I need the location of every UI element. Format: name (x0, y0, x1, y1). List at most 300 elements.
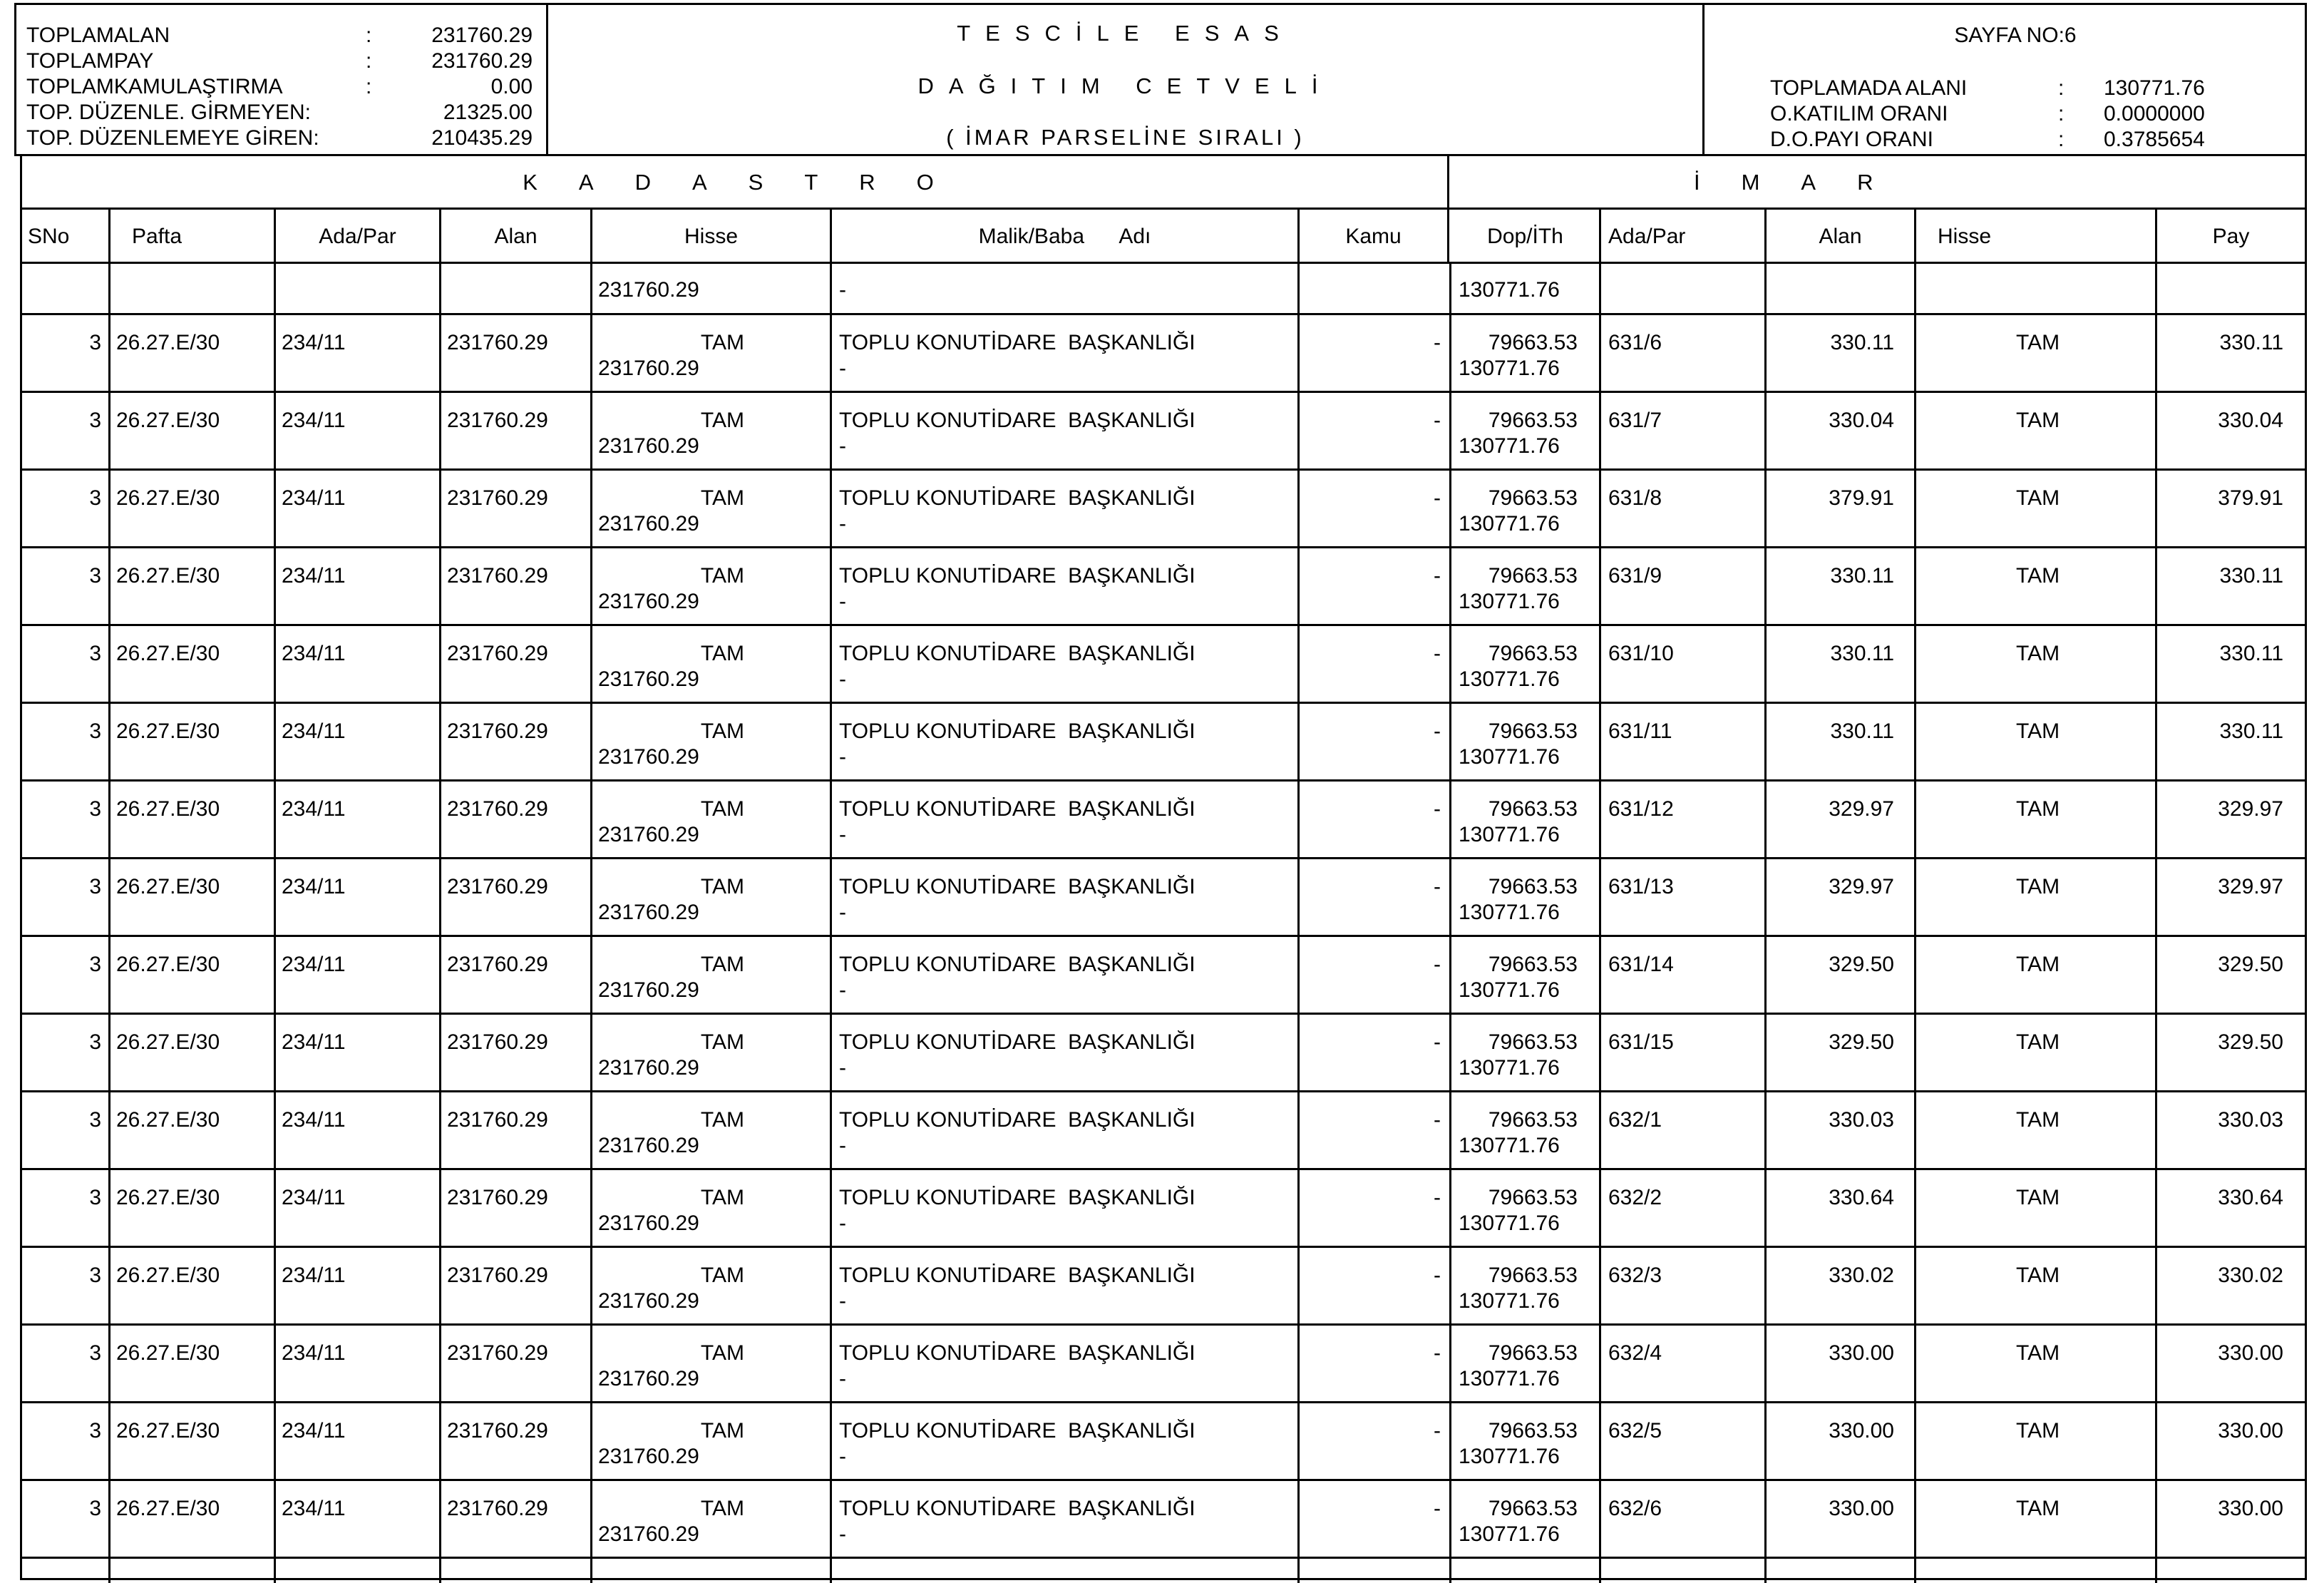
row-ith: 130771.76 (1459, 1134, 1560, 1157)
ratio-colon: : (2058, 76, 2065, 100)
table-cell (22, 548, 110, 624)
row-alan: 231760.29 (447, 1186, 548, 1209)
table-cell (110, 471, 276, 546)
table-cell (22, 1092, 110, 1168)
table-cell (592, 859, 832, 935)
row-ada-par: 234/11 (282, 564, 346, 588)
table-cell (110, 704, 276, 779)
row-ith: 130771.76 (1459, 1522, 1560, 1546)
table-cell (1300, 782, 1451, 857)
table-cell (1916, 1015, 2157, 1090)
row-pafta: 26.27.E/30 (116, 331, 220, 354)
row-dop: 79663.53 (1488, 564, 1578, 588)
row-imar-ada-par: 631/13 (1608, 875, 1674, 898)
table-cell (1916, 548, 2157, 624)
table-cell (2157, 1326, 2305, 1401)
table-cell (1916, 1403, 2157, 1479)
table-cell (1300, 264, 1451, 313)
table-cell (592, 937, 832, 1013)
row-baba: - (839, 1289, 846, 1313)
table-cell (276, 1092, 441, 1168)
row-pay: 330.11 (2219, 719, 2283, 743)
row-hisse-total: 231760.29 (598, 978, 699, 1002)
row-hisse-total: 231760.29 (598, 745, 699, 769)
row-imar-hisse: TAM (2016, 797, 2060, 821)
table-cell (1451, 626, 1601, 702)
table-cell (110, 393, 276, 468)
row-ith: 130771.76 (1459, 1289, 1560, 1313)
table-row (22, 1403, 2305, 1481)
row-ith: 130771.76 (1459, 512, 1560, 536)
table-cell (1601, 1403, 1767, 1479)
row-alan: 231760.29 (447, 1419, 548, 1443)
row-imar-alan: 330.11 (1830, 719, 1894, 743)
table-cell (276, 471, 441, 546)
row-dop: 79663.53 (1488, 797, 1578, 821)
row-alan: 231760.29 (447, 486, 548, 510)
table-cell (110, 1248, 276, 1323)
row-imar-hisse: TAM (2016, 1341, 2060, 1365)
summary-value: 21325.00 (443, 101, 533, 124)
table-cell (1916, 704, 2157, 779)
row-hisse: TAM (700, 1108, 744, 1132)
table-cell (592, 1326, 832, 1401)
table-cell (832, 264, 1300, 313)
row-imar-hisse: TAM (2016, 1108, 2060, 1132)
table-cell (2157, 1248, 2305, 1323)
row-imar-ada-par: 631/7 (1608, 409, 1662, 432)
table-cell (441, 1170, 592, 1246)
table-cell (832, 704, 1300, 779)
table-cell (22, 264, 110, 313)
totals-panel (16, 5, 548, 154)
row-kamu: - (1434, 875, 1441, 898)
row-dop: 79663.53 (1488, 953, 1578, 976)
row-sno: 3 (89, 331, 101, 354)
pooling-area-row (1770, 76, 2269, 101)
row-pafta: 26.27.E/30 (116, 409, 220, 432)
row-imar-ada-par: 631/15 (1608, 1030, 1674, 1054)
table-cell (1300, 548, 1451, 624)
row-ada-par: 234/11 (282, 797, 346, 821)
row-sno: 3 (89, 564, 101, 588)
table-cell (2157, 315, 2305, 391)
table-cell (1916, 264, 2157, 313)
table-cell (1916, 1248, 2157, 1323)
ratio-colon: : (2058, 102, 2065, 125)
ratios-panel (1702, 5, 2305, 154)
table-cell (22, 1248, 110, 1323)
table-cell (441, 1403, 592, 1479)
row-sno: 3 (89, 409, 101, 432)
row-ith: 130771.76 (1459, 1367, 1560, 1390)
row-ith: 130771.76 (1459, 434, 1560, 458)
table-row (22, 393, 2305, 471)
table-cell (276, 1403, 441, 1479)
row-imar-alan: 330.04 (1829, 409, 1894, 432)
row-malik: TOPLU KONUTİDARE BAŞKANLIĞI (839, 642, 1196, 665)
row-pafta: 26.27.E/30 (116, 486, 220, 510)
row-dop: 79663.53 (1488, 486, 1578, 510)
table-cell (441, 1092, 592, 1168)
row-hisse-total: 231760.29 (598, 667, 699, 691)
table-cell (22, 393, 110, 468)
ratio-value: 0.3785654 (2104, 128, 2205, 151)
row-kamu: - (1434, 797, 1441, 821)
row-hisse-total: 231760.29 (598, 1056, 699, 1080)
table-cell (441, 1481, 592, 1557)
header-alan: Alan (441, 210, 592, 262)
row-hisse: TAM (700, 1497, 744, 1520)
row-pafta: 26.27.E/30 (116, 719, 220, 743)
table-cell (1300, 704, 1451, 779)
document-title-line1: TESCİLE ESAS (957, 21, 1294, 46)
table-cell (441, 937, 592, 1013)
table-cell (1601, 782, 1767, 857)
row-imar-alan: 379.91 (1829, 486, 1894, 510)
column-header-row (22, 210, 2305, 264)
row-ith: 130771.76 (1459, 357, 1560, 380)
table-cell (1601, 704, 1767, 779)
row-hisse: TAM (700, 1341, 744, 1365)
row-alan: 231760.29 (447, 953, 548, 976)
table-cell (276, 315, 441, 391)
summary-value: 231760.29 (431, 49, 533, 73)
table-row (22, 859, 2305, 937)
table-cell (276, 1015, 441, 1090)
table-cell (1451, 1559, 1601, 1583)
table-row (22, 626, 2305, 704)
table-cell (2157, 1092, 2305, 1168)
row-baba: - (839, 512, 846, 536)
row-dop: 79663.53 (1488, 1264, 1578, 1287)
table-cell (1601, 1559, 1767, 1583)
table-cell (832, 937, 1300, 1013)
title-panel (550, 5, 1700, 154)
row-malik: TOPLU KONUTİDARE BAŞKANLIĞI (839, 486, 1196, 510)
row-dop: 79663.53 (1488, 1419, 1578, 1443)
summary-colon: : (366, 24, 372, 47)
table-cell (1916, 315, 2157, 391)
table-cell (1767, 393, 1916, 468)
row-hisse: TAM (700, 331, 744, 354)
table-cell (110, 1015, 276, 1090)
dop-total-value: 130771.76 (1459, 278, 1560, 302)
row-kamu: - (1434, 1186, 1441, 1209)
table-cell (832, 1248, 1300, 1323)
table-cell (1451, 264, 1601, 313)
header-sno: SNo (22, 210, 110, 262)
table-cell (110, 937, 276, 1013)
table-cell (1767, 1015, 1916, 1090)
table-cell (22, 937, 110, 1013)
table-cell (592, 1559, 832, 1583)
table-cell (1451, 393, 1601, 468)
table-cell (441, 1559, 592, 1583)
table-cell (22, 1170, 110, 1246)
row-malik: TOPLU KONUTİDARE BAŞKANLIĞI (839, 719, 1196, 743)
table-cell (441, 1015, 592, 1090)
row-hisse: TAM (700, 1030, 744, 1054)
row-pafta: 26.27.E/30 (116, 875, 220, 898)
table-cell (1300, 1481, 1451, 1557)
table-row (22, 704, 2305, 782)
row-hisse: TAM (700, 875, 744, 898)
table-cell (276, 626, 441, 702)
row-kamu: - (1434, 1419, 1441, 1443)
row-hisse-total: 231760.29 (598, 823, 699, 846)
table-cell (1767, 1170, 1916, 1246)
row-imar-hisse: TAM (2016, 1419, 2060, 1443)
table-cell (1767, 264, 1916, 313)
table-cell (276, 1170, 441, 1246)
table-cell (441, 626, 592, 702)
hisse-total-value: 231760.29 (598, 278, 699, 302)
group-kadastro: KADASTRO (22, 155, 1449, 208)
table-cell (441, 315, 592, 391)
table-row (22, 1326, 2305, 1403)
row-dop: 79663.53 (1488, 719, 1578, 743)
row-imar-hisse: TAM (2016, 953, 2060, 976)
table-cell (22, 1403, 110, 1479)
document-title-line2: DAĞITIM CETVELİ (917, 73, 1333, 98)
table-cell (2157, 1015, 2305, 1090)
row-kamu: - (1434, 486, 1441, 510)
table-cell (1767, 704, 1916, 779)
table-cell (1601, 1170, 1767, 1246)
table-cell (2157, 471, 2305, 546)
table-cell (592, 315, 832, 391)
table-cell (832, 1559, 1300, 1583)
row-hisse: TAM (700, 953, 744, 976)
row-malik: TOPLU KONUTİDARE BAŞKANLIĞI (839, 875, 1196, 898)
summary-value: 0.00 (490, 75, 533, 98)
table-cell (22, 859, 110, 935)
table-cell (1767, 1248, 1916, 1323)
summary-label: TOPLAMALAN (26, 24, 170, 47)
table-cell (1916, 1170, 2157, 1246)
summary-value: 210435.29 (431, 126, 533, 150)
table-row (22, 782, 2305, 859)
row-hisse: TAM (700, 719, 744, 743)
row-imar-alan: 330.03 (1829, 1108, 1894, 1132)
table-cell (592, 1092, 832, 1168)
row-sno: 3 (89, 797, 101, 821)
row-baba: - (839, 357, 846, 380)
row-pafta: 26.27.E/30 (116, 564, 220, 588)
row-ith: 130771.76 (1459, 590, 1560, 613)
table-cell (2157, 626, 2305, 702)
row-imar-alan: 329.50 (1829, 953, 1894, 976)
row-imar-alan: 330.11 (1830, 642, 1894, 665)
table-cell (1451, 704, 1601, 779)
table-cell (110, 315, 276, 391)
table-cell (1451, 548, 1601, 624)
row-pay: 329.97 (2218, 797, 2283, 821)
table-cell (832, 626, 1300, 702)
table-cell (2157, 1403, 2305, 1479)
table-cell (592, 626, 832, 702)
row-imar-hisse: TAM (2016, 719, 2060, 743)
row-hisse-total: 231760.29 (598, 1445, 699, 1468)
row-imar-ada-par: 631/12 (1608, 797, 1674, 821)
table-cell (2157, 859, 2305, 935)
row-imar-alan: 330.02 (1829, 1264, 1894, 1287)
total-expropriation-row (26, 75, 540, 99)
table-cell (1601, 393, 1767, 468)
row-sno: 3 (89, 486, 101, 510)
row-sno: 3 (89, 1108, 101, 1132)
table-row-empty (22, 1559, 2305, 1583)
row-baba: - (839, 823, 846, 846)
row-ith: 130771.76 (1459, 1056, 1560, 1080)
row-imar-ada-par: 631/14 (1608, 953, 1674, 976)
row-hisse-total: 231760.29 (598, 434, 699, 458)
table-cell (1300, 626, 1451, 702)
row-pay: 330.00 (2218, 1497, 2283, 1520)
row-baba: - (839, 590, 846, 613)
row-dop: 79663.53 (1488, 1497, 1578, 1520)
row-pafta: 26.27.E/30 (116, 1419, 220, 1443)
table-cell (1601, 1481, 1767, 1557)
row-baba: - (839, 978, 846, 1002)
row-kamu: - (1434, 719, 1441, 743)
table-cell (1767, 1481, 1916, 1557)
table-cell (2157, 1559, 2305, 1583)
table-cell (276, 264, 441, 313)
table-cell (276, 782, 441, 857)
table-cell (1601, 1092, 1767, 1168)
table-cell (110, 859, 276, 935)
document-subtitle: ( İMAR PARSELİNE SIRALI ) (946, 125, 1305, 150)
table-row-totals (22, 264, 2305, 315)
table-cell (1300, 1248, 1451, 1323)
table-cell (1300, 937, 1451, 1013)
row-alan: 231760.29 (447, 1341, 548, 1365)
table-cell (1767, 1403, 1916, 1479)
row-sno: 3 (89, 642, 101, 665)
row-alan: 231760.29 (447, 1497, 548, 1520)
table-cell (1300, 1326, 1451, 1401)
table-cell (1300, 1092, 1451, 1168)
row-ada-par: 234/11 (282, 1186, 346, 1209)
header-kamu: Kamu (1300, 210, 1449, 262)
row-imar-ada-par: 631/9 (1608, 564, 1662, 588)
table-cell (441, 548, 592, 624)
row-imar-ada-par: 632/6 (1608, 1497, 1662, 1520)
table-cell (1767, 1559, 1916, 1583)
row-hisse: TAM (700, 486, 744, 510)
row-dop: 79663.53 (1488, 1341, 1578, 1365)
dop-ratio-row (1770, 128, 2269, 152)
row-imar-alan: 329.97 (1829, 875, 1894, 898)
row-pafta: 26.27.E/30 (116, 953, 220, 976)
table-cell (832, 471, 1300, 546)
table-cell (276, 548, 441, 624)
row-imar-hisse: TAM (2016, 409, 2060, 432)
document-header (14, 3, 2307, 156)
table-cell (1451, 937, 1601, 1013)
row-alan: 231760.29 (447, 1264, 548, 1287)
table-cell (1451, 1170, 1601, 1246)
table-cell (1451, 1015, 1601, 1090)
table-cell (1767, 315, 1916, 391)
table-cell (1451, 1248, 1601, 1323)
column-group-row (22, 155, 2305, 210)
table-cell (1601, 1015, 1767, 1090)
table-row (22, 548, 2305, 626)
ratio-colon: : (2058, 128, 2065, 151)
row-ada-par: 234/11 (282, 953, 346, 976)
row-kamu: - (1434, 1108, 1441, 1132)
row-pay: 330.00 (2218, 1419, 2283, 1443)
table-cell (1916, 782, 2157, 857)
row-imar-ada-par: 631/10 (1608, 642, 1674, 665)
header-pafta: Pafta (110, 210, 276, 262)
table-cell (1916, 937, 2157, 1013)
row-kamu: - (1434, 331, 1441, 354)
row-alan: 231760.29 (447, 409, 548, 432)
table-row (22, 1248, 2305, 1326)
row-ith: 130771.76 (1459, 823, 1560, 846)
table-cell (592, 1170, 832, 1246)
table-cell (2157, 937, 2305, 1013)
table-cell (110, 1559, 276, 1583)
table-cell (592, 1248, 832, 1323)
row-kamu: - (1434, 1341, 1441, 1365)
table-cell (110, 548, 276, 624)
table-cell (1601, 471, 1767, 546)
table-cell (1451, 1326, 1601, 1401)
table-cell (22, 782, 110, 857)
table-cell (276, 1248, 441, 1323)
row-imar-hisse: TAM (2016, 331, 2060, 354)
row-ada-par: 234/11 (282, 1341, 346, 1365)
row-ada-par: 234/11 (282, 1419, 346, 1443)
row-hisse: TAM (700, 409, 744, 432)
row-imar-alan: 330.11 (1830, 331, 1894, 354)
row-ada-par: 234/11 (282, 409, 346, 432)
header-imar-ada-par: Ada/Par (1601, 210, 1767, 262)
header-pay: Pay (2212, 225, 2250, 248)
table-cell (1601, 1248, 1767, 1323)
row-pay: 330.02 (2218, 1264, 2283, 1287)
table-row (22, 471, 2305, 548)
row-pay: 379.91 (2218, 486, 2283, 510)
row-kamu: - (1434, 564, 1441, 588)
table-cell (592, 704, 832, 779)
table-cell (832, 782, 1300, 857)
row-sno: 3 (89, 1186, 101, 1209)
table-cell (832, 1170, 1300, 1246)
table-cell (1300, 393, 1451, 468)
row-imar-alan: 330.11 (1830, 564, 1894, 588)
row-hisse-total: 231760.29 (598, 901, 699, 924)
row-imar-ada-par: 631/8 (1608, 486, 1662, 510)
row-kamu: - (1434, 953, 1441, 976)
table-cell (276, 937, 441, 1013)
row-alan: 231760.29 (447, 797, 548, 821)
summary-label: TOPLAMKAMULAŞTIRMA (26, 75, 283, 98)
table-row (22, 315, 2305, 393)
row-dop: 79663.53 (1488, 875, 1578, 898)
row-hisse: TAM (700, 642, 744, 665)
row-baba: - (839, 1056, 846, 1080)
row-alan: 231760.29 (447, 719, 548, 743)
row-ada-par: 234/11 (282, 1497, 346, 1520)
row-baba: - (839, 1522, 846, 1546)
table-cell (832, 315, 1300, 391)
